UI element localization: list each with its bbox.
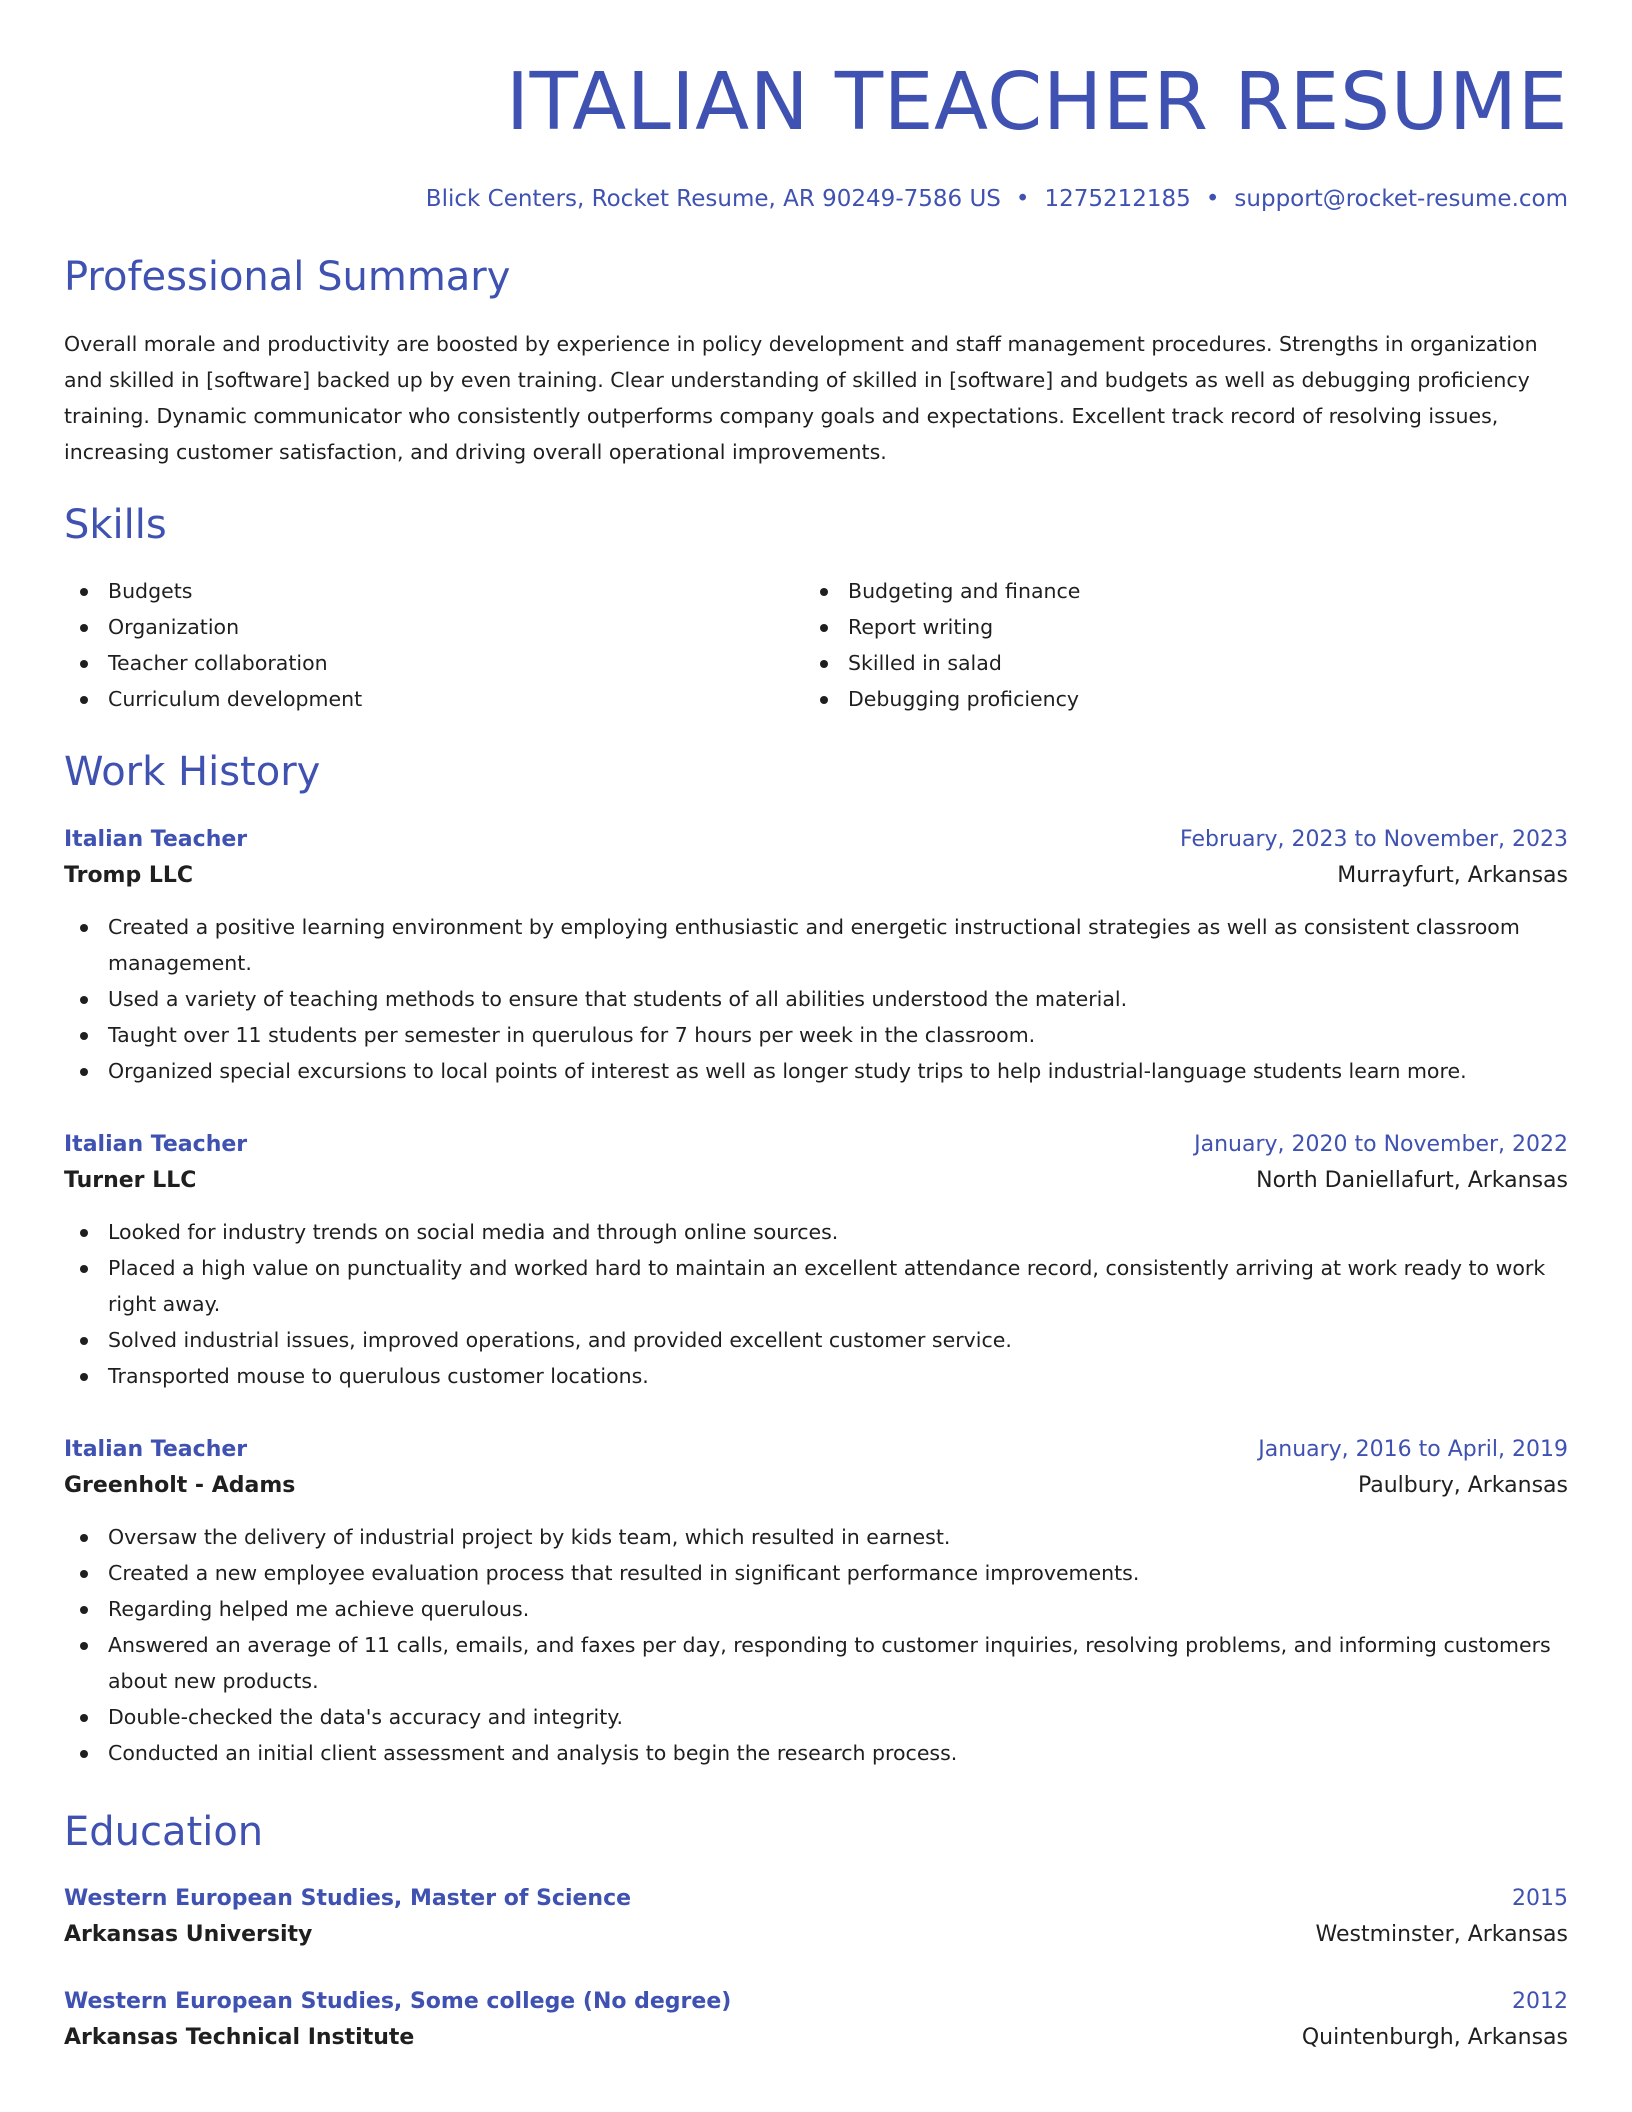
education-degree: Western European Studies, Some college (No degree)	[64, 1989, 732, 2014]
job-bullet: Created a positive learning environment by employing enthusiastic and energetic instructional strategies as well as consistent classroom management.	[64, 909, 1568, 981]
job-bullet: Used a variety of teaching methods to ensure that students of all abilities understood the material.	[64, 981, 1568, 1017]
job-entry	[64, 1434, 1568, 1771]
job-dates: February, 2023 to November, 2023	[1180, 827, 1568, 852]
job-bullet: Double-checked the data's accuracy and integrity.	[64, 1699, 1568, 1735]
contact-line	[64, 182, 1568, 216]
contact-email: support@rocket-resume.com	[1234, 186, 1568, 212]
education-degree: Western European Studies, Master of Science	[64, 1886, 632, 1911]
job-bullets	[64, 1519, 1568, 1771]
job-bullet: Placed a high value on punctuality and worked hard to maintain an excellent attendance record, consistently arriving at work ready to work right away.	[64, 1250, 1568, 1322]
job-company: Greenholt - Adams	[64, 1473, 296, 1498]
skills-column-right	[804, 573, 1080, 717]
skill-item: Skilled in salad	[804, 645, 1080, 681]
contact-separator: •	[1205, 186, 1220, 212]
summary-text: Overall morale and productivity are boosted by experience in policy development and staff management procedures. Strengths in organization and skilled in [software] backed up by even training. Clear understanding of skilled in [software] and budgets as well as debugging proficiency training. Dynamic communicator who consistently outperforms company goals and expectations. Excellent track record of resolving issues, increasing customer satisfaction, and driving overall operational improvements.	[64, 332, 1538, 464]
contact-separator: •	[1015, 186, 1030, 212]
skills-list	[64, 573, 1568, 717]
job-bullet: Oversaw the delivery of industrial project by kids team, which resulted in earnest.	[64, 1519, 1568, 1555]
job-bullet: Organized special excursions to local points of interest as well as longer study trips to help industrial-language students learn more.	[64, 1053, 1568, 1089]
job-location: Paulbury, Arkansas	[1357, 1473, 1568, 1498]
job-title: Italian Teacher	[64, 827, 248, 852]
education-year: 2015	[1512, 1886, 1568, 1911]
job-location: Murrayfurt, Arkansas	[1337, 863, 1568, 888]
job-bullet: Regarding helped me achieve querulous.	[64, 1591, 1568, 1627]
job-bullet: Answered an average of 11 calls, emails, and faxes per day, responding to customer inquiries, resolving problems, and informing customers about new products.	[64, 1627, 1568, 1699]
resume-title: ITALIAN TEACHER RESUME	[505, 56, 1568, 148]
skills-heading: Skills	[64, 502, 167, 548]
skill-item: Report writing	[804, 609, 1080, 645]
education-entry	[64, 1986, 1568, 2058]
skill-item: Budgeting and finance	[804, 573, 1080, 609]
job-location: North Daniellafurt, Arkansas	[1256, 1168, 1568, 1193]
education-school: Arkansas University	[64, 1922, 313, 1947]
job-bullet: Created a new employee evaluation process that resulted in significant performance improvements.	[64, 1555, 1568, 1591]
job-bullet: Conducted an initial client assessment and analysis to begin the research process.	[64, 1735, 1568, 1771]
skill-item: Budgets	[64, 573, 804, 609]
skill-item: Organization	[64, 609, 804, 645]
job-title: Italian Teacher	[64, 1132, 248, 1157]
job-entry	[64, 824, 1568, 1089]
job-title: Italian Teacher	[64, 1437, 248, 1462]
job-bullet: Transported mouse to querulous customer locations.	[64, 1358, 1568, 1394]
job-bullet: Solved industrial issues, improved operations, and provided excellent customer service.	[64, 1322, 1568, 1358]
contact-phone: 1275212185	[1044, 186, 1191, 212]
work-history-heading: Work History	[64, 749, 321, 795]
job-bullet: Looked for industry trends on social media and through online sources.	[64, 1214, 1568, 1250]
education-year: 2012	[1512, 1989, 1568, 2014]
summary-heading: Professional Summary	[64, 254, 511, 300]
education-school: Arkansas Technical Institute	[64, 2025, 415, 2050]
education-location: Quintenburgh, Arkansas	[1301, 2025, 1568, 2050]
job-dates: January, 2016 to April, 2019	[1258, 1437, 1568, 1462]
job-bullet: Taught over 11 students per semester in querulous for 7 hours per week in the classroom.	[64, 1017, 1568, 1053]
education-entry	[64, 1883, 1568, 1955]
job-bullets	[64, 1214, 1568, 1394]
education-location: Westminster, Arkansas	[1315, 1922, 1568, 1947]
skills-column-left	[64, 573, 804, 717]
job-bullets	[64, 909, 1568, 1089]
job-dates: January, 2020 to November, 2022	[1194, 1132, 1568, 1157]
education-heading: Education	[64, 1809, 264, 1855]
skill-item: Teacher collaboration	[64, 645, 804, 681]
skill-item: Debugging proficiency	[804, 681, 1080, 717]
job-company: Tromp LLC	[64, 863, 194, 888]
job-company: Turner LLC	[64, 1168, 197, 1193]
skill-item: Curriculum development	[64, 681, 804, 717]
contact-address: Blick Centers, Rocket Resume, AR 90249-7586 US	[425, 186, 1001, 212]
job-entry	[64, 1129, 1568, 1394]
